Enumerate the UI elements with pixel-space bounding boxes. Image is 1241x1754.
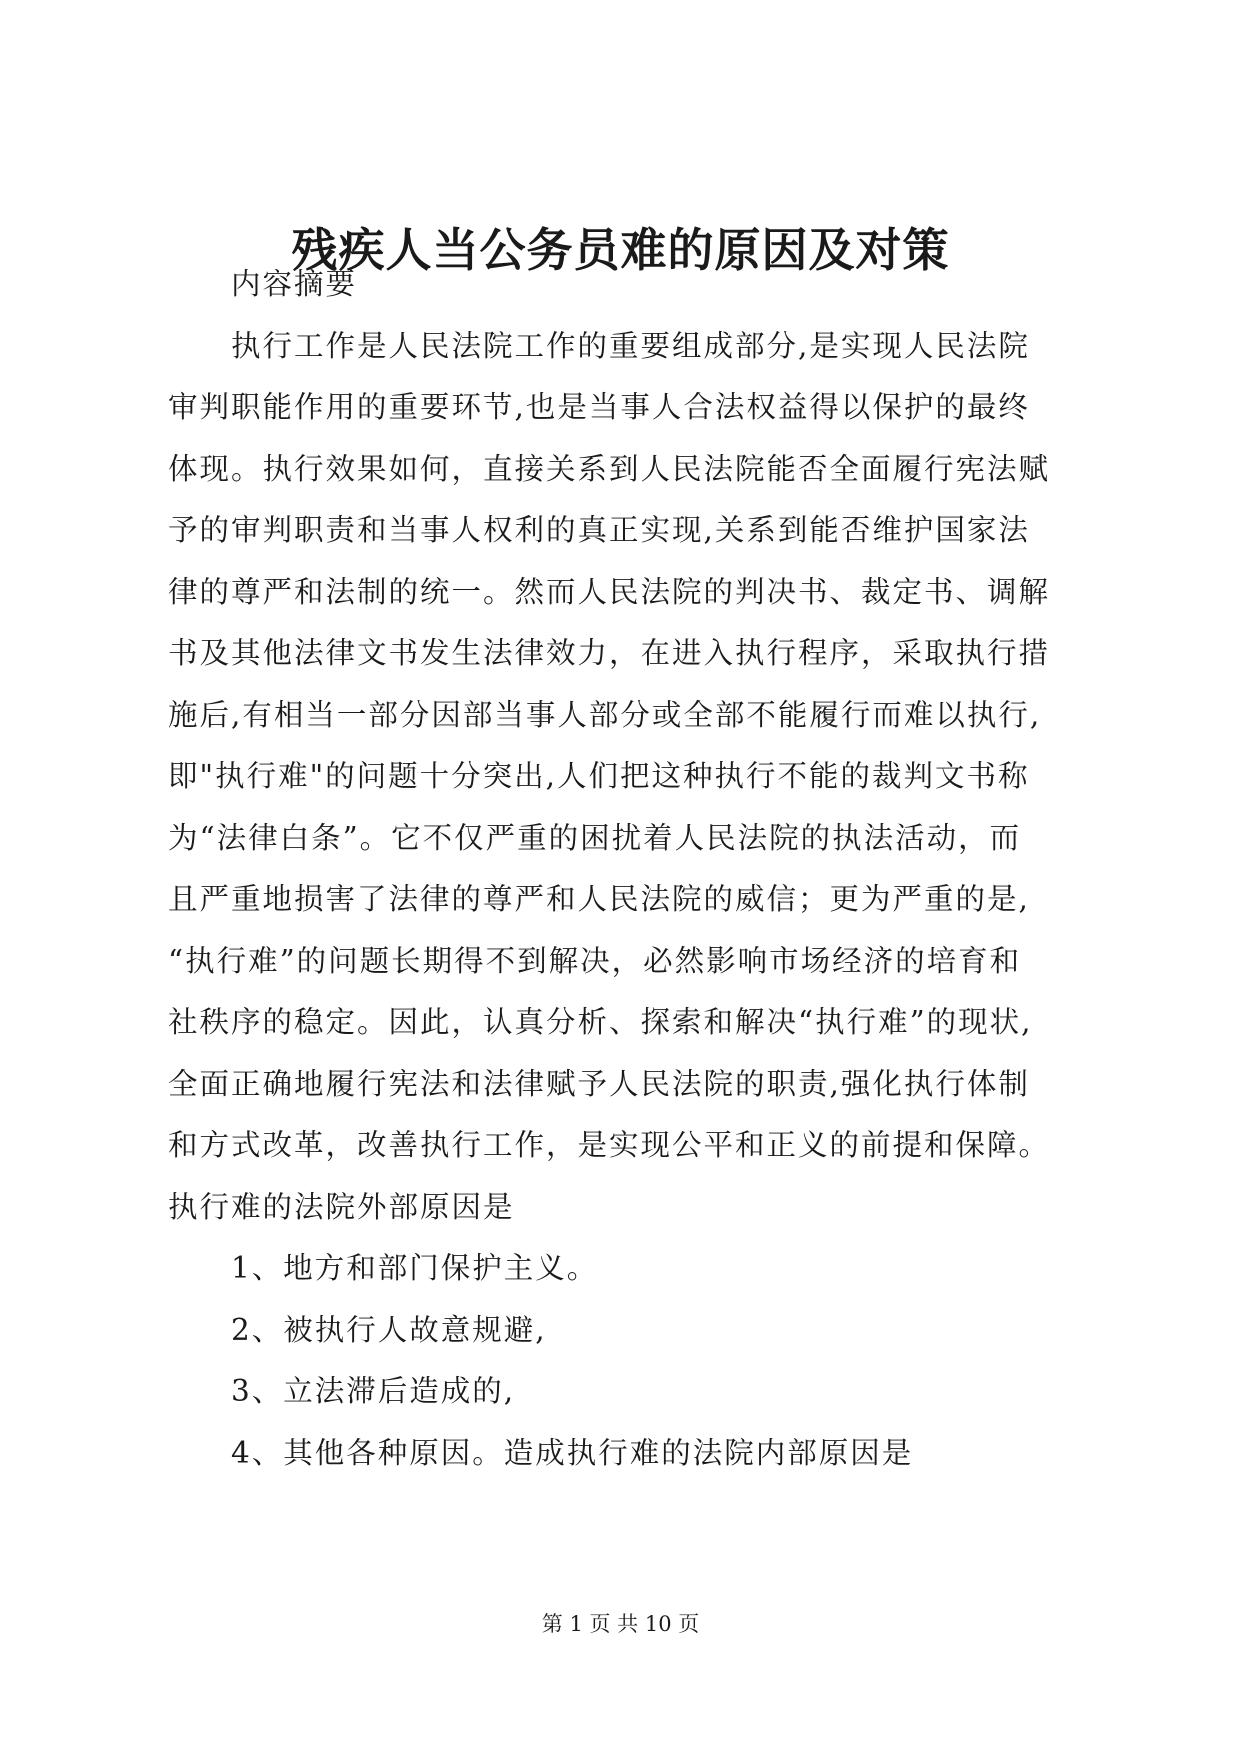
document-body (168, 254, 1118, 1484)
paragraph-line: 即"执行难"的问题十分突出,人们把这种执行不能的裁判文书称 (168, 759, 1030, 793)
paragraph-line: 社秩序的稳定。因此，认真分析、探索和解决“执行难”的现状, (168, 1005, 1033, 1039)
page-number-footer: 第 1 页 共 10 页 (541, 1612, 700, 1636)
paragraph-line: 且严重地损害了法律的尊严和人民法院的威信；更为严重的是, (168, 882, 1030, 916)
paragraph-line: 体现。执行效果如何，直接关系到人民法院能否全面履行宪法赋 (168, 451, 1051, 486)
list-item: 1、地方和部门保护主义。 (231, 1251, 599, 1285)
paragraph-line: 予的审判职责和当事人权利的真正实现,关系到能否维护国家法 (168, 513, 1030, 547)
list-item: 2、被执行人故意规避, (231, 1312, 547, 1347)
paragraph-line: “执行难”的问题长期得不到解决，必然影响市场经济的培育和 (168, 943, 1022, 978)
paragraph-line: 执行难的法院外部原因是 (168, 1189, 515, 1224)
paragraph-line: 和方式改革，改善执行工作，是实现公平和正义的前提和保障。 (168, 1128, 1051, 1162)
paragraph-line: 执行工作是人民法院工作的重要组成部分,是实现人民法院 (231, 328, 1030, 363)
paragraph-line: 施后,有相当一部分因部当事人部分或全部不能履行而难以执行, (168, 697, 1042, 732)
paragraph-line: 审判职能作用的重要环节,也是当事人合法权益得以保护的最终 (168, 390, 1030, 424)
list-item: 3、立法滞后造成的, (231, 1374, 516, 1408)
paragraph-line: 为“法律白条”。它不仅严重的困扰着人民法院的执法活动，而 (168, 820, 1022, 855)
paragraph-line: 全面正确地履行宪法和法律赋予人民法院的职责,强化执行体制 (168, 1066, 1030, 1101)
document-title: 残疾人当公务员难的原因及对策 (291, 223, 950, 277)
section-heading-abstract: 内容摘要 (231, 267, 358, 301)
paragraph-line: 书及其他法律文书发生法律效力，在进入执行程序，采取执行措 (168, 636, 1051, 670)
paragraph-line: 律的尊严和法制的统一。然而人民法院的判决书、裁定书、调解 (168, 574, 1051, 609)
list-item: 4、其他各种原因。造成执行难的法院内部原因是 (231, 1435, 914, 1470)
